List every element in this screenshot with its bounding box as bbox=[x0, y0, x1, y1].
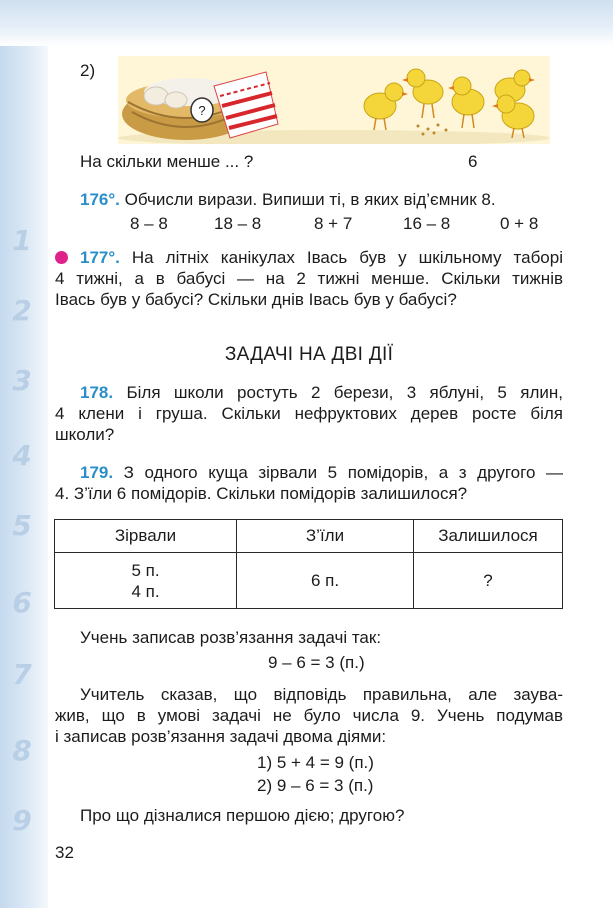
exercise-number: 178. bbox=[80, 383, 114, 402]
exercise-178 bbox=[55, 382, 563, 445]
equation: 1) 5 + 4 = 9 (п.) bbox=[257, 753, 374, 772]
paragraph bbox=[55, 684, 563, 747]
exercise-text: Івась був у бабусі? Скільки днів Івась був у бабусі? bbox=[55, 290, 457, 309]
task-answer: 6 bbox=[468, 152, 478, 171]
expression: 0 + 8 bbox=[500, 214, 539, 233]
table-cell-picked bbox=[55, 553, 237, 609]
equation: 2) 9 – 6 = 3 (п.) bbox=[257, 776, 374, 795]
side-number: 7 bbox=[12, 658, 32, 691]
exercise-text: 4 клени і груша. Скільки нефруктових дерев росте біля bbox=[55, 404, 563, 423]
table-header: З’їли bbox=[237, 520, 414, 553]
side-strip bbox=[0, 46, 48, 908]
exercise-text: Обчисли вирази. Випиши ті, в яких від’ємник 8. bbox=[124, 190, 496, 209]
side-number: 1 bbox=[12, 224, 32, 257]
paragraph-line: і записав розв’язання задачі двома діями: bbox=[55, 727, 387, 746]
exercise-text: 4 тижні, а в бабусі — на 2 тижні менше. Скільки тижнів bbox=[55, 269, 563, 288]
table-cell-eaten: 6 п. bbox=[237, 553, 414, 609]
table-header: Залишилося bbox=[414, 520, 563, 553]
exercise-179 bbox=[55, 462, 563, 504]
page-number: 32 bbox=[55, 843, 74, 862]
eggs-and-chicks-illustration bbox=[118, 56, 550, 144]
equation: 9 – 6 = 3 (п.) bbox=[268, 653, 365, 672]
exercise-number: 179. bbox=[80, 463, 114, 482]
side-number: 5 bbox=[12, 509, 32, 542]
side-number: 9 bbox=[12, 804, 32, 837]
top-band bbox=[0, 0, 613, 46]
exercise-number: 176°. bbox=[80, 190, 120, 209]
paragraph: Учень записав розв’язання задачі так: bbox=[80, 628, 382, 647]
side-number: 2 bbox=[12, 294, 32, 327]
section-title: ЗАДАЧІ НА ДВІ ДІЇ bbox=[224, 344, 394, 365]
exercise-text: З одного куща зірвали 5 помідорів, а з другого — bbox=[123, 463, 563, 482]
paragraph-line: жив, що в умові задачі не було числа 9. Учень подумав bbox=[55, 706, 563, 725]
paragraph: Про що дізналися першою дією; другою? bbox=[80, 806, 405, 825]
expression: 16 – 8 bbox=[403, 214, 451, 233]
expression: 8 – 8 bbox=[130, 214, 168, 233]
table-cell-value: 4 п. bbox=[131, 581, 160, 601]
exercise-176 bbox=[80, 189, 496, 210]
task-question: На скільки менше ... ? bbox=[80, 152, 254, 171]
side-number: 4 bbox=[12, 439, 32, 472]
exercise-text: 4. З’їли 6 помідорів. Скільки помідорів залишилося? bbox=[55, 484, 468, 503]
exercise-number: 177°. bbox=[80, 248, 120, 267]
side-number: 8 bbox=[12, 734, 32, 767]
table-header: Зірвали bbox=[55, 520, 237, 553]
task-label: 2) bbox=[80, 61, 96, 80]
exercise-177 bbox=[55, 247, 563, 310]
table-cell-left: ? bbox=[414, 553, 563, 609]
data-table bbox=[54, 519, 563, 609]
expression: 8 + 7 bbox=[314, 214, 353, 233]
basket-question-mark: ? bbox=[198, 103, 206, 118]
side-number: 3 bbox=[12, 364, 32, 397]
exercise-text: Біля школи ростуть 2 берези, 3 яблуні, 5 ялин, bbox=[126, 383, 563, 402]
side-number: 6 bbox=[12, 586, 32, 619]
paragraph-line: Учитель сказав, що відповідь правильна, але заува- bbox=[80, 685, 563, 704]
table-cell-value: 5 п. bbox=[131, 560, 160, 580]
expression: 18 – 8 bbox=[214, 214, 262, 233]
exercise-text: школи? bbox=[55, 425, 115, 444]
exercise-text: На літніх канікулах Івась був у шкільному таборі bbox=[131, 248, 563, 267]
